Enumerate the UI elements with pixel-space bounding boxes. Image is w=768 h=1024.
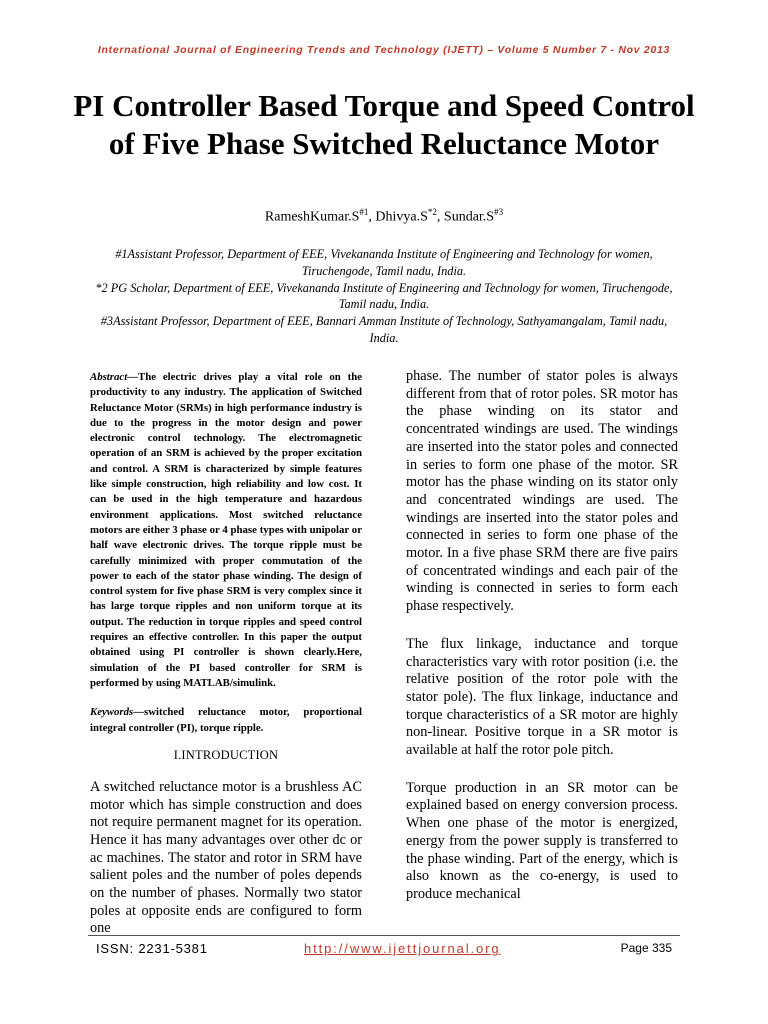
body-paragraph: Torque production in an SR motor can be explained based on energy conversion process. When one phase of the motor is energized, energy from the power supply is transferred to the phase winding. Part of the energy, which is also known as the co-energy, is used to produce mechanical [406, 779, 678, 902]
page-footer [88, 941, 680, 961]
section-heading-introduction: I.INTRODUCTION [173, 747, 279, 762]
body-paragraph: The flux linkage, inductance and torque characteristics vary with rotor position (i.e. the relative position of the rotor pole with the stator pole). The flux linkage, inductance and torque characteristics of a SR motor are highly non-linear. Positive torque in a SR motor is available at half the rotor pole pitch. [406, 635, 678, 759]
page-number: Page 335 [620, 941, 672, 955]
affiliation: #3Assistant Professor, Department of EEE, Bannari Amman Institute of Technology, Sathyamangalam, Tamil nadu, India. [100, 314, 668, 345]
keywords [90, 705, 362, 736]
author-name: Dhivya.S [375, 209, 428, 225]
abstract [90, 370, 362, 691]
affiliation: *2 PG Scholar, Department of EEE, Vivekananda Institute of Engineering and Technology for women, Tiruchengode, Tamil nadu, India. [95, 280, 673, 312]
left-column [90, 370, 362, 938]
affiliations [90, 246, 678, 347]
journal-url-link[interactable]: http://www.ijettjournal.org [304, 941, 501, 956]
keywords-text: switched reluctance motor, proportional integral controller (PI), torque ripple. [90, 706, 362, 734]
author-name: Sundar.S [443, 209, 495, 225]
paper-title: PI Controller Based Torque and Speed Control of Five Phase Switched Reluctance Motor [73, 88, 695, 161]
author-mark: #3 [494, 207, 504, 217]
author-separator: , [436, 209, 444, 225]
body-paragraph: A switched reluctance motor is a brushless AC motor which has simple construction and does not require permanent magnet for its operation. Hence it has many advantages over other dc or ac machines. The stator and rotor in SRM have salient poles and the number of poles depends on the number of phases. Normally two stator poles at opposite ends are configured to form one [90, 778, 362, 937]
footer-divider [88, 935, 680, 936]
abstract-text: The electric drives play a vital role on the productivity to any industry. The application of Switched Reluctance Motor (SRMs) in high performance industry is due to the progress in the motor design and power electronic control technology. The electromagnetic operation of an SRM is achieved by the proper excitation and control. A SRM is characterized by simple features like simple construction, high reliability and low cost. It can be used in the high temperature and hazardous environment applications. Most switched reluctance motors are either 3 phase or 4 phase types with unipolar or half wave electronic drives. The torque ripple must be carefully minimized with proper commutation of the power to each of the stator phase winding. The design of control system for five phase SRM is very complex since it has large torque ripples and non uniform torque at its output. The reduction in torque ripples and speed control requires an effective controller. In this paper the output obtained using PI controller is shown clearly.Here, simulation of the PI based controller for SRM is performed by using MATLAB/simulink. [90, 371, 362, 689]
author-mark: #1 [359, 207, 369, 217]
author-line [0, 207, 768, 226]
journal-header: International Journal of Engineering Trends and Technology (IJETT) – Volume 5 Number 7 - Nov 2013 [97, 44, 671, 56]
right-column [406, 368, 678, 904]
keywords-label: Keywords— [90, 706, 144, 719]
body-paragraph: phase. The number of stator poles is always different from that of rotor poles. SR motor has the phase winding on its stator and concentrated windings are used. The windings are inserted into the stator poles and connected in series to form one phase of the motor. SR motor has the phase winding on its stator only and concentrated windings are used. The windings are inserted into the stator poles and connected in series to form one phase of the motor. In a five phase SRM there are five pairs of concentrated windings and each pair of the winding is connected in series to form each phase respectively. [406, 368, 678, 615]
affiliation: #1Assistant Professor, Department of EEE, Vivekananda Institute of Engineering and Technology for women, Tiruchengode, Tamil nadu, India. [115, 247, 653, 278]
abstract-label: Abstract— [90, 371, 138, 383]
author-mark: *2 [427, 207, 437, 217]
author-name: RameshKumar.S [264, 209, 360, 225]
issn-number: ISSN: 2231-5381 [96, 941, 208, 956]
author-separator: , [368, 209, 376, 225]
